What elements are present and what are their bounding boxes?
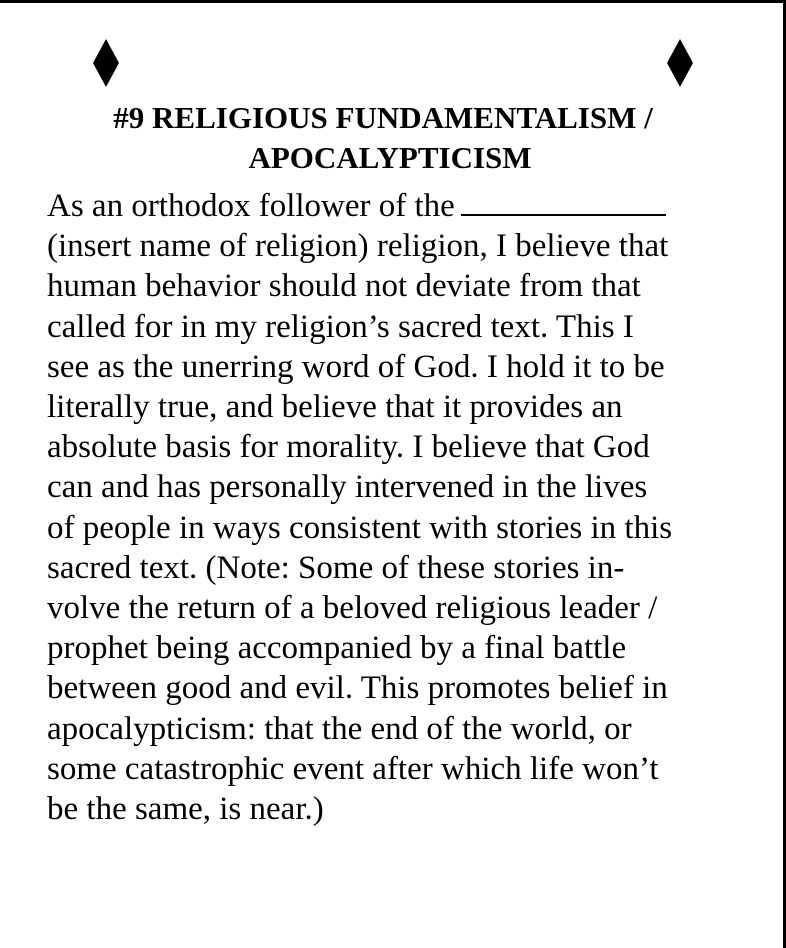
diamond-icon (93, 39, 119, 87)
body-line: apocalypticism: that the end of the world, or (47, 710, 632, 747)
body-line: literally true, and believe that it provides an (47, 389, 623, 426)
card-title-line-1: #9 RELIGIOUS FUNDAMENTALISM / (113, 100, 653, 135)
body-line: can and has personally intervened in the lives (47, 469, 648, 506)
fill-in-blank (461, 188, 666, 216)
body-line: between good and evil. This promotes belief in (47, 670, 668, 707)
body-line: sacred text. (Note: Some of these stories in- (47, 549, 625, 586)
body-line: volve the return of a beloved religious leader / (47, 590, 658, 627)
body-line: see as the unerring word of God. I hold it to be (47, 348, 665, 385)
body-line: (insert name of religion) religion, I believe that (47, 228, 669, 265)
card-body (47, 186, 772, 829)
body-line: some catastrophic event after which life won’t (47, 750, 659, 787)
body-line: human behavior should not deviate from that (47, 268, 641, 305)
body-line: called for in my religion’s sacred text. This I (47, 308, 634, 345)
body-line-text: As an orthodox follower of the (47, 188, 455, 224)
body-line: be the same, is near.) (47, 791, 324, 828)
body-line: absolute basis for morality. I believe that God (47, 429, 650, 466)
card-title (0, 98, 780, 178)
body-line: prophet being accompanied by a final battle (47, 630, 627, 667)
diamond-icon (667, 39, 693, 87)
body-line: of people in ways consistent with stories in this (47, 509, 673, 546)
card-title-line-2: APOCALYPTICISM (248, 140, 532, 175)
body-line (47, 186, 772, 226)
